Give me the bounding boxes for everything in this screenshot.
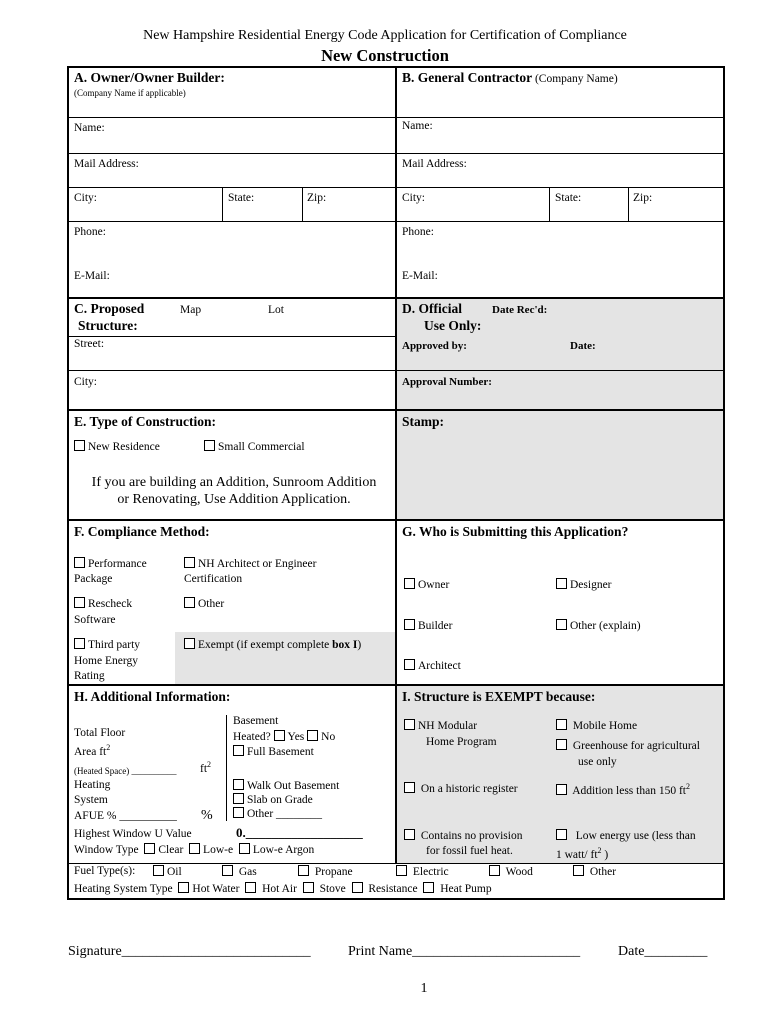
addition-note-1: If you are building an Addition, Sunroom Addition — [91, 475, 377, 490]
window-u-field[interactable] — [236, 825, 363, 841]
checkbox-icon[interactable] — [245, 882, 256, 893]
checkbox-icon[interactable] — [184, 557, 195, 568]
rule — [68, 863, 724, 864]
checkbox-icon[interactable] — [556, 719, 567, 730]
checkbox-icon[interactable] — [352, 882, 363, 893]
area-superscript: 2 — [106, 743, 111, 752]
hot-water-label: Hot Water — [192, 883, 240, 895]
greenhouse-option[interactable] — [556, 739, 700, 752]
lot-field[interactable]: Lot — [268, 304, 284, 316]
section-g-title: G. Who is Submitting this Application? — [402, 524, 629, 539]
fuel-type-label: Fuel Type(s): — [74, 865, 136, 877]
low-energy-label: Low energy use (less than — [575, 830, 696, 842]
structure-city-field[interactable]: City: — [74, 376, 98, 388]
submitter-designer-label: Designer — [570, 579, 612, 591]
checkbox-icon[interactable] — [222, 865, 233, 876]
checkbox-icon[interactable] — [74, 557, 85, 568]
contractor-email-field[interactable]: E-Mail: — [402, 270, 438, 282]
fuel-gas-label: Gas — [238, 866, 257, 878]
checkbox-icon[interactable] — [423, 882, 434, 893]
submitter-designer-option[interactable] — [556, 578, 612, 591]
checkbox-icon[interactable] — [233, 807, 244, 818]
full-basement-label: Full Basement — [247, 746, 314, 758]
exempt-option[interactable] — [184, 638, 361, 651]
fuel-oil-label: Oil — [167, 866, 182, 878]
small-addition-option[interactable] — [556, 782, 690, 797]
no-fossil-option[interactable] — [404, 829, 522, 842]
checkbox-icon[interactable] — [189, 843, 200, 854]
rule — [222, 187, 223, 221]
owner-city-field[interactable]: City: — [74, 192, 98, 204]
map-field[interactable]: Map — [180, 304, 202, 316]
checkbox-icon[interactable] — [233, 745, 244, 756]
heated-basement-row — [233, 730, 335, 743]
floor-area-unit — [200, 760, 211, 775]
compliance-other-label: Other — [198, 598, 225, 610]
walkout-basement-label: Walk Out Basement — [247, 780, 340, 792]
checkbox-icon[interactable] — [396, 865, 407, 876]
rule — [68, 153, 724, 154]
checkbox-icon[interactable] — [404, 719, 415, 730]
window-type-label: Window Type — [74, 844, 139, 856]
rule — [68, 684, 724, 686]
approved-by-label: Approved by: — [402, 340, 467, 352]
form-subtitle: New Construction — [321, 46, 449, 65]
new-residence-option[interactable] — [74, 440, 160, 453]
print-name-field[interactable]: Print Name________________________ — [348, 944, 581, 959]
addition-note-2: or Renovating, Use Addition Application. — [117, 492, 351, 507]
basement-other-option[interactable] — [233, 807, 322, 820]
fuel-wood-label: Wood — [505, 866, 533, 878]
walkout-basement-option[interactable] — [233, 779, 339, 792]
submitter-owner-label: Owner — [418, 579, 450, 591]
checkbox-icon[interactable] — [144, 843, 155, 854]
architect-cert-label: NH Architect or Engineer — [198, 558, 317, 570]
contractor-phone-field[interactable]: Phone: — [402, 226, 434, 238]
basement-label: Basement — [233, 715, 279, 727]
section-h-title: H. Additional Information: — [74, 689, 231, 704]
floor-area-unit-superscript: 2 — [207, 760, 212, 769]
compliance-other-option[interactable] — [184, 597, 224, 610]
low-energy-superscript: 2 — [597, 846, 602, 855]
checkbox-icon[interactable] — [573, 865, 584, 876]
date-received-label: Date Rec'd: — [492, 304, 548, 316]
section-e-title: E. Type of Construction: — [74, 414, 217, 429]
area-label — [74, 743, 110, 758]
rule — [549, 187, 550, 221]
rescheck-label: Rescheck — [88, 598, 133, 610]
mobile-home-option[interactable] — [556, 719, 637, 732]
exempt-label-box: box I — [332, 639, 358, 651]
rule — [68, 221, 724, 222]
checkbox-icon[interactable] — [184, 638, 195, 649]
third-party-label-3: Rating — [74, 670, 105, 682]
checkbox-icon[interactable] — [239, 843, 250, 854]
total-floor-label: Total Floor — [74, 727, 126, 739]
contractor-state-field[interactable]: State: — [555, 192, 582, 204]
submitter-other-option[interactable] — [556, 619, 641, 632]
checkbox-icon[interactable] — [274, 730, 285, 741]
section-b-subtitle: (Company Name) — [534, 73, 618, 85]
afue-percent: % — [201, 808, 213, 823]
owner-email-field[interactable]: E-Mail: — [74, 270, 110, 282]
checkbox-icon[interactable] — [303, 882, 314, 893]
contractor-city-field[interactable]: City: — [402, 192, 426, 204]
section-d-title: D. Official — [402, 301, 462, 316]
small-commercial-label: Small Commercial — [218, 441, 305, 453]
checkbox-icon[interactable] — [74, 597, 85, 608]
checkbox-icon[interactable] — [556, 784, 567, 795]
window-type-row — [74, 843, 314, 856]
submitter-architect-label: Architect — [418, 660, 461, 672]
rule — [68, 370, 724, 371]
checkbox-icon[interactable] — [489, 865, 500, 876]
rescheck-option[interactable] — [74, 597, 132, 610]
rescheck-label-2: Software — [74, 614, 116, 626]
submitter-builder-label: Builder — [418, 620, 453, 632]
checkbox-icon[interactable] — [184, 597, 195, 608]
section-f-title: F. Compliance Method: — [74, 524, 210, 539]
floor-area-unit-text: ft — [200, 762, 208, 775]
window-lowe-argon-label: Low-e Argon — [252, 844, 315, 856]
stove-label: Stove — [319, 883, 346, 895]
small-commercial-option[interactable] — [204, 440, 305, 453]
submitter-architect-option[interactable] — [404, 659, 461, 672]
checkbox-icon[interactable] — [404, 619, 415, 630]
checkbox-icon[interactable] — [298, 865, 309, 876]
historic-register-option[interactable] — [404, 782, 518, 795]
rule — [628, 187, 629, 221]
afue-field[interactable]: AFUE % __________ — [74, 810, 177, 822]
area-label-text: Area ft — [74, 745, 107, 758]
approval-date-label: Date: — [570, 340, 596, 352]
street-field[interactable]: Street: — [74, 338, 105, 350]
form-title: New Hampshire Residential Energy Code Application for Certification of Compliance — [143, 28, 627, 43]
rule — [226, 715, 227, 821]
greenhouse-label-2: use only — [578, 756, 617, 768]
window-u-value: 0.__________________ — [236, 825, 363, 840]
heated-label: Heated? — [233, 731, 271, 743]
section-c-title-2: Structure: — [78, 318, 138, 333]
checkbox-icon[interactable] — [404, 782, 415, 793]
checkbox-icon[interactable] — [556, 578, 567, 589]
owner-state-field[interactable]: State: — [228, 192, 255, 204]
contractor-zip-field[interactable]: Zip: — [633, 192, 653, 204]
architect-cert-option[interactable] — [184, 557, 316, 570]
approval-number-label: Approval Number: — [402, 376, 492, 388]
owner-name-field[interactable]: Name: — [74, 122, 105, 134]
performance-label-2: Package — [74, 573, 113, 585]
heating-system-row — [74, 882, 492, 895]
checkbox-icon[interactable] — [153, 865, 164, 876]
performance-option[interactable] — [74, 557, 147, 570]
section-c-title: C. Proposed — [74, 301, 145, 316]
resistance-label: Resistance — [368, 883, 418, 895]
page-number: 1 — [420, 981, 428, 996]
heating-label: Heating — [74, 779, 111, 791]
fuel-electric-label: Electric — [412, 866, 449, 878]
architect-cert-label-2: Certification — [184, 573, 243, 585]
heated-space-field[interactable]: (Heated Space) __________ — [74, 766, 177, 776]
third-party-label: Third party — [88, 639, 141, 651]
heating-system-label: Heating System Type — [74, 883, 173, 895]
fuel-other-option[interactable] — [573, 865, 616, 878]
submitter-builder-option[interactable] — [404, 619, 453, 632]
no-fossil-label-2: for fossil fuel heat. — [426, 845, 513, 857]
fuel-propane-label: Propane — [314, 866, 353, 878]
low-energy-label-2-text: 1 watt/ ft — [556, 848, 598, 861]
heat-pump-label: Heat Pump — [440, 883, 492, 895]
nh-modular-label-2: Home Program — [426, 736, 497, 748]
historic-register-label: On a historic register — [420, 783, 518, 795]
window-lowe-label: Low-e — [203, 844, 234, 856]
heated-yes-label: Yes — [287, 731, 305, 743]
rule — [68, 519, 724, 521]
fuel-wood-option[interactable] — [489, 865, 533, 878]
third-party-option[interactable] — [74, 638, 140, 651]
section-a-title: A. Owner/Owner Builder: — [74, 70, 225, 85]
checkbox-icon[interactable] — [204, 440, 215, 451]
section-b-title — [402, 70, 618, 86]
window-clear-label: Clear — [158, 844, 184, 856]
third-party-label-2: Home Energy — [74, 655, 138, 667]
owner-zip-field[interactable]: Zip: — [307, 192, 327, 204]
low-energy-label-2 — [556, 846, 608, 861]
exempt-label: Exempt (if exempt complete — [198, 639, 333, 651]
slab-on-grade-option[interactable] — [233, 793, 313, 806]
exempt-label-end: ) — [357, 639, 362, 651]
nh-modular-option[interactable] — [404, 719, 477, 732]
window-u-label: Highest Window U Value — [74, 828, 192, 840]
small-addition-superscript: 2 — [685, 782, 690, 791]
owner-mail-field[interactable]: Mail Address: — [74, 158, 139, 170]
rule — [68, 409, 724, 411]
checkbox-icon[interactable] — [404, 659, 415, 670]
signature-field[interactable]: Signature___________________________ — [68, 944, 311, 959]
contractor-mail-field[interactable]: Mail Address: — [402, 158, 467, 170]
fuel-oil-option[interactable] — [153, 865, 182, 878]
rule — [302, 187, 303, 221]
low-energy-label-2-end: ) — [604, 848, 609, 861]
rule — [68, 297, 724, 299]
greenhouse-label: Greenhouse for agricultural — [572, 740, 700, 752]
stamp-label: Stamp: — [402, 414, 445, 429]
basement-other-label: Other ________ — [247, 808, 323, 820]
submitter-owner-option[interactable] — [404, 578, 449, 591]
checkbox-icon[interactable] — [233, 779, 244, 790]
rule — [68, 187, 724, 188]
checkbox-icon[interactable] — [178, 882, 189, 893]
date-field[interactable]: Date_________ — [618, 944, 708, 959]
section-b-title-text: B. General Contractor — [402, 70, 533, 85]
system-label: System — [74, 794, 108, 806]
no-fossil-label: Contains no provision — [420, 830, 523, 842]
mobile-home-label: Mobile Home — [572, 720, 638, 732]
rule — [68, 117, 724, 118]
checkbox-icon[interactable] — [556, 739, 567, 750]
small-addition-label: Addition less than 150 ft — [572, 784, 686, 797]
low-energy-option[interactable] — [556, 829, 696, 842]
full-basement-option[interactable] — [233, 745, 314, 758]
checkbox-icon[interactable] — [74, 638, 85, 649]
fuel-other-label: Other — [589, 866, 617, 878]
fuel-gas-option[interactable] — [222, 865, 257, 878]
new-residence-label: New Residence — [88, 441, 160, 453]
heated-no-label: No — [321, 731, 336, 743]
section-d-title-2: Use Only: — [424, 318, 482, 333]
submitter-other-label: Other (explain) — [570, 620, 641, 632]
nh-modular-label: NH Modular — [418, 720, 478, 732]
section-a-subtitle: (Company Name if applicable) — [74, 88, 186, 98]
slab-on-grade-label: Slab on Grade — [247, 794, 313, 806]
checkbox-icon[interactable] — [307, 730, 318, 741]
checkbox-icon[interactable] — [404, 578, 415, 589]
checkbox-icon[interactable] — [404, 829, 415, 840]
checkbox-icon[interactable] — [233, 793, 244, 804]
performance-label: Performance — [88, 558, 147, 570]
rule — [68, 336, 395, 337]
contractor-name-field[interactable]: Name: — [402, 120, 433, 132]
hot-air-label: Hot Air — [262, 883, 297, 895]
fuel-propane-option[interactable] — [298, 865, 353, 878]
checkbox-icon[interactable] — [556, 619, 567, 630]
checkbox-icon[interactable] — [74, 440, 85, 451]
section-i-title: I. Structure is EXEMPT because: — [402, 689, 596, 704]
owner-phone-field[interactable]: Phone: — [74, 226, 106, 238]
checkbox-icon[interactable] — [556, 829, 567, 840]
fuel-electric-option[interactable] — [396, 865, 449, 878]
